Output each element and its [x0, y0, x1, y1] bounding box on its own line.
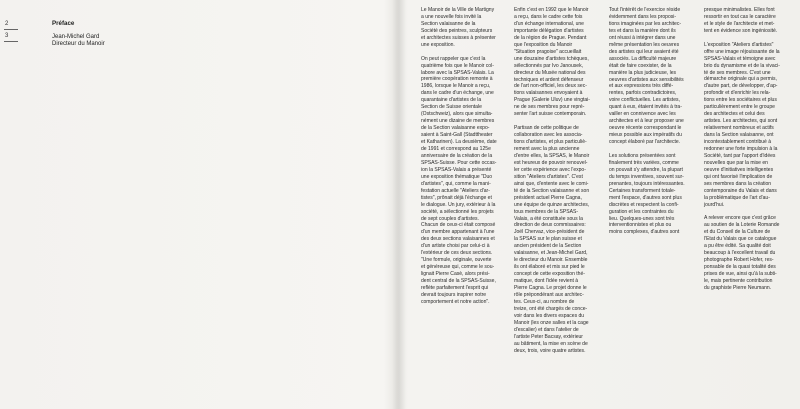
paragraph: Tout l'intérêt de l'exercice réside évidemment dans les proposi- tions imaginées par les architec- tes et dans la manière dont ils ont réussi à intégrer dans une même présentation les oeuvres des artistes qui leur avaient été associés. La difficulté majeure était de faire coexister, de la manière la plus judicieuse, les oeuvres d'artistes aux sensibilités et aux expressions très diffé- rentes, parfois contradictoires, voire conflictuelles. Les artistes, quant à eux, étaient invités à tra- vailler en connivence avec les architectes et à leur proposer une oeuvre récente correspondant le mieux possible aux impératifs du concept élaboré par l'architecte.: [609, 7, 684, 146]
text-column-1: [421, 7, 507, 313]
paragraph: L'exposition "Ateliers d'artistes" offre une image réjouissante de la SPSAS-Valais et témoigne avec brio du dynamisme et de la vivaci- té de ses membres. C'est une démarche originale qui a permis, d'autre part, de développer, d'ap- profondir et d'enrichir les rela- tions entre les sociétaires et plus particulièrement entre le groupe des architectes et celui des artistes. Les architectes, qui sont relativement nombreux et actifs dans la Section valaisanne, ont incontestablement contribué à redonner une forte impulsion à la Société, tant par l'apport d'idées nouvelles que par la mise en oeuvre d'initiatives intelligentes qui ont favorisé l'implication de ses membres dans la création contemporaine du Valais et dans la problématique de l'art d'au- jourd'hui.: [704, 41, 780, 208]
page-title: Préface: [52, 20, 75, 27]
paragraph: Partisan de cette politique de collaboration avec les associa- tions d'artistes, et plus particuliè- rement avec la plus ancienne d'entre elles, la SPSAS, le Manoir est heureux de pouvoir renouvel- ler cette expérience avec l'expo- sition "Ateliers d'artistes". C'est ainsi que, d'entente avec le comi- té de la Section valaisanne et son président actuel Pierre Cagna, une équipe de quinze architectes, tous membres de la SPSAS- Valais, a été constituée sous la direction de deux commissaires: Joël Chervaz, vice-président de la SPSAS sur le plan suisse et ancien président de la Section valaisanne, et Jean-Michel Gard, le directeur du Manoir. Ensemble ils ont élaboré et mis sur pied le concept de cette exposition thé- matique, dont l'idée revient à Pierre Cagna. Le projet donne le rôle prépondérant aux architec- tes. Ceux-ci, au nombre de treize, ont été chargés de conce- voir dans les divers espaces du Manoir (les onze salles et la cage d'escalier) et dans l'atelier de l'artiste Peter Bacsay, extérieur au bâtiment, la mise en scène de deux, trois, voire quatre artistes.: [514, 125, 590, 354]
paragraph: Le Manoir de la Ville de Martigny a une nouvelle fois invité la Section valaisanne de la Société des peintres, sculpteurs et architectes suisses à présenter une exposition.: [421, 7, 496, 48]
author-name: Jean-Michel Gard: [52, 34, 100, 40]
paragraph: Les solutions présentées sont finalement très variées, comme on pouvait s'y attendre, la plupart du temps inventives, souvent sur- prenantes, toujours intéressantes. Certaines transforment totale- ment l'espace, d'autres sont plus discrètes et respectent la confi- guration et les contraintes du lieu. Quelques-unes sont très interventionnistes et plus ou moins complexes, d'autres sont: [609, 152, 685, 236]
author-role: Directeur du Manoir: [52, 41, 105, 48]
book-gutter: [392, 0, 406, 409]
page-number-right: 3: [5, 33, 9, 39]
page-rule-left: [4, 29, 18, 30]
preface-heading: [52, 20, 202, 48]
page-number-left: 2: [5, 21, 9, 27]
page-rule-right: [4, 41, 18, 42]
text-column-4: [704, 7, 790, 299]
text-column-3: [609, 7, 695, 243]
text-column-2: [514, 7, 600, 361]
paragraph: On peut rappeler que c'est la quatrième fois que le Manoir col- labore avec la SPSAS-Valais. La première coopération remonte à 1986, lorsque le Manoir a reçu, dans le cadre d'un échange, une quarantaine d'artistes de la Section de Suisse orientale (Ostschweiz), alors que simulta- nément une dizaine de membres de la Section valaisanne expo- saient à Saint-Gall (Stadttheater et Katharinen). La deuxième, date de 1991 et correspond au 125e anniversaire de la création de la SPSAS-Suisse. Pour cette occas- ion la SPSAS-Valais a présenté une exposition thématique "Duo d'artistes", qui, comme la mani- festation actuelle "Ateliers d'ar- tistes", prônait déjà l'échange et le dialogue. Un jury, extérieur à la société, a sélectionné les projets de sept couples d'artistes. Chacun de ceux-ci était composé d'un membre appartenant à l'une des deux sections valaisannes et d'un artiste choisi par celui-ci à l'extérieur de ces deux sections. "Une formule, originale, ouverte et généreuse qui, comme le sou- lignait Pierre Casè, alors prési- dent central de la SPSAS-Suisse, reflète parfaitement l'esprit qui devrait toujours inspirer notre comportement et notre action".: [421, 55, 497, 305]
paragraph: A relever encore que c'est grâce au soutien de la Loterie Romande et du Conseil de la Culture de l'Etat du Valais que ce catalogue a pu être édité. Sa qualité doit beaucoup à l'excellent travail du photographe Robert Hofer, res- ponsable de la quasi totalité des prises de vue, ainsi qu'à la subti- le, mais pertinente contribution du graphiste Pierre Neumann.: [704, 215, 780, 291]
paragraph: Enfin c'est en 1992 que le Manoir a reçu, dans le cadre cette fois d'un échange international, une importante délégation d'artistes de la région de Prague. Pendant que l'exposition du Manoir "Situation pragoise" accueillait une douzaine d'artistes tchèques, sélectionnés par Ivo Janousek, directeur du Musée national des techniques et ardent défenseur de l'art non-officiel, les deux sec- tions valaisannes envoyaient à Prague (Galerie Uluv) une vingtai- ne de ses membres pour repré- senter l'art suisse contemporain.: [514, 7, 590, 118]
paragraph: presque minimalistes. Elles font ressortir en tout cas le caractère et le style de l'architecte et met- tent en évidence son ingéniosité.: [704, 7, 778, 34]
